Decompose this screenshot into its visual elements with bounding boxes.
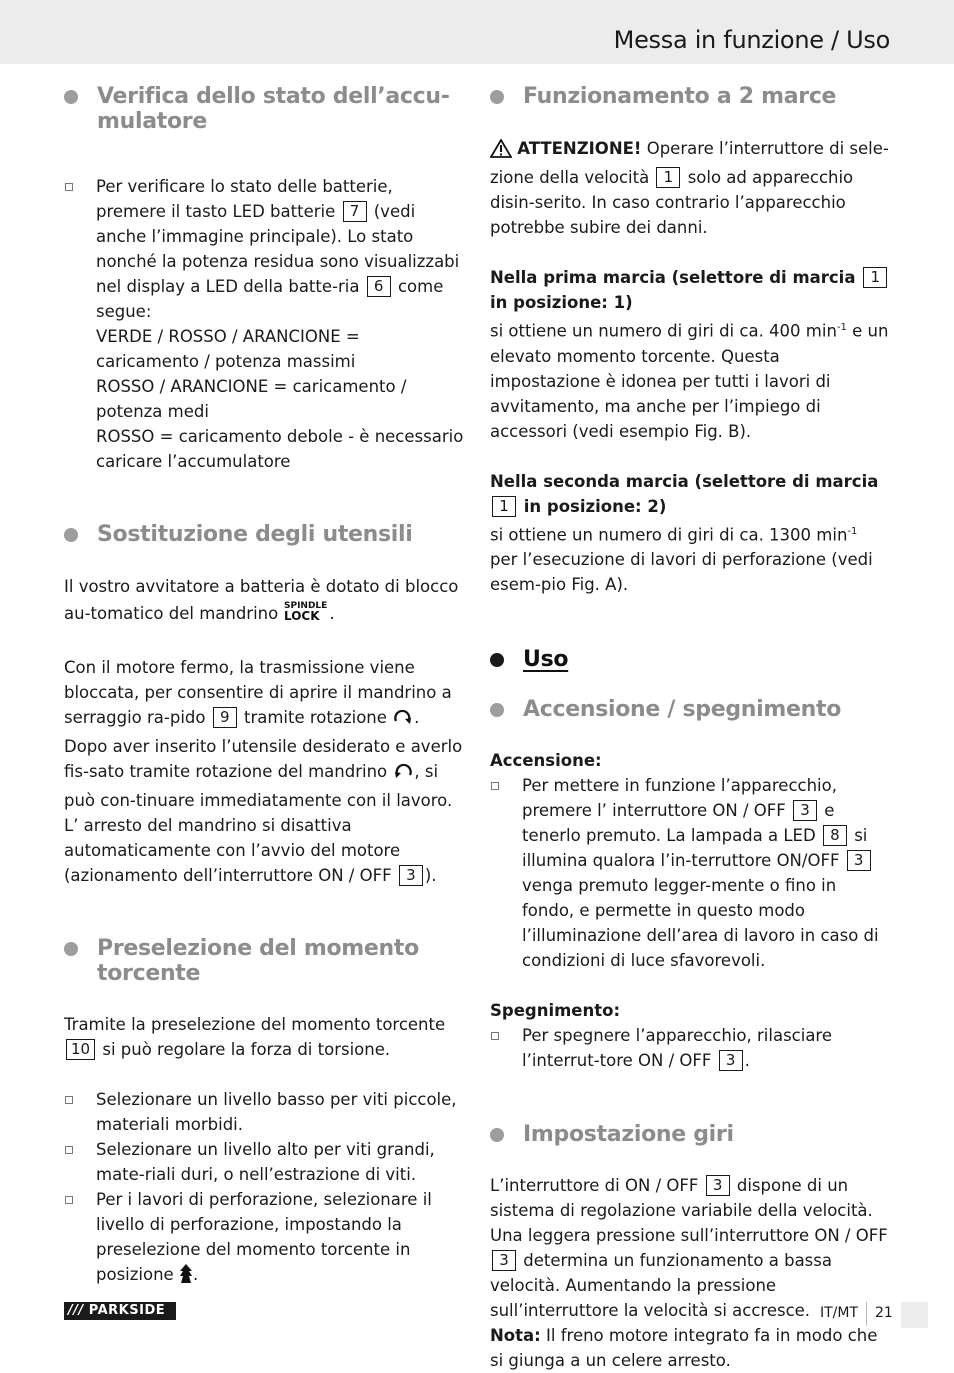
bullet-icon: [64, 942, 78, 956]
section-heading-gears: [490, 84, 890, 109]
para-text: si può regolare la forza di torsione.: [102, 1040, 391, 1059]
bullet-icon: [490, 90, 504, 104]
section-title: Verifica dello stato dell’accu-mulatore: [97, 84, 450, 134]
ref-number: 9: [213, 707, 237, 728]
para-text: Il vostro avvitatore a batteria è dotato di blocco au-tomatico del mandrino: [64, 577, 459, 623]
bullet-icon: [490, 653, 504, 667]
subheading: Spegnimento:: [490, 1001, 621, 1020]
subheading-text: Nella prima marcia (selettore di marcia: [490, 268, 856, 287]
item-text: Selezionare un livello alto per viti grandi, mate-riali duri, o nell’estrazione di viti.: [96, 1140, 435, 1184]
section-title: Preselezione del momento torcente: [97, 936, 419, 986]
brand-logo: [64, 1302, 176, 1320]
para-text: solo ad apparecchio disin-serito. In caso contrario l’apparecchio potrebbe subire dei danni.: [490, 168, 854, 237]
page-title: Messa in funzione / Uso: [613, 26, 890, 54]
ref-number: 3: [399, 865, 423, 886]
ref-number: 1: [492, 496, 516, 517]
section-title: Accensione / spegnimento: [523, 697, 842, 722]
para-text: ).: [424, 866, 437, 885]
spindle-lock-icon: [283, 599, 329, 630]
superscript: -1: [847, 525, 858, 537]
ref-number: 3: [492, 1250, 516, 1271]
para-text: e un elevato momento torcente. Questa impostazione è idonea per tutti i lavori di avvitamento, ma anche per l’impiego di accessori (vedi esempio Fig. B).: [490, 321, 889, 441]
checkbox-bullet-icon: [65, 1196, 73, 1204]
ref-number: 8: [823, 825, 847, 846]
warning-paragraph: [490, 136, 890, 240]
para-text: si ottiene un numero di giri di ca. 400 min: [490, 321, 837, 341]
para-text: Operare l’interruttore di sele-zione della velocità: [490, 139, 889, 187]
section-heading-onoff: [490, 697, 890, 722]
note-paragraph: [490, 1323, 890, 1373]
ref-number: 3: [847, 850, 871, 871]
status-line: ROSSO = caricamento debole - è necessario caricare l’accumulatore: [96, 427, 464, 471]
item-text: Per mettere in funzione l’apparecchio, premere l’ interruttore ON / OFF: [522, 776, 837, 820]
paragraph: [490, 519, 890, 598]
ref-number: 3: [719, 1050, 743, 1071]
left-column: [64, 84, 464, 1291]
checkbox-bullet-icon: [65, 183, 73, 191]
item-text: (vedi anche l’immagine principale). Lo stato nonché la potenza residua sono visualizzabi nel display a LED della batte-ria: [96, 202, 460, 296]
para-text: dispone di un sistema di regolazione variabile della velocità. Una leggera pressione sull’interruttore ON / OFF: [490, 1176, 888, 1245]
section-heading-battery: [64, 84, 464, 134]
subheading-text: in posizione: 2): [523, 496, 667, 516]
para-text: Con il motore fermo, la trasmissione viene bloccata, per consentire di aprire il mandrino a serraggio ra-pido: [64, 658, 452, 727]
list-item: [64, 1087, 464, 1137]
section-title: Funzionamento a 2 marce: [523, 84, 837, 109]
para-text: L’interruttore di ON / OFF: [490, 1176, 699, 1195]
subheading: [490, 469, 890, 519]
bullet-icon: [64, 528, 78, 542]
section-heading-use: [490, 647, 890, 672]
bullet-icon: [490, 703, 504, 717]
checkbox-bullet-icon: [65, 1096, 73, 1104]
para-text: tramite rotazione: [243, 708, 387, 727]
subheading: Accensione:: [490, 751, 602, 770]
list-item: [64, 1137, 464, 1187]
paragraph: [64, 734, 464, 888]
item-text: si illumina qualora l’in-terruttore ON/OFF: [522, 826, 868, 870]
paragraph: Il vostro avvitatore a batteria è dotato di blocco au-tomatico del mandrino SPINDLE LOCK .: [64, 574, 464, 630]
ref-number: 1: [863, 267, 887, 288]
checkbox-bullet-icon: [491, 1032, 499, 1040]
section-title: Uso: [523, 647, 569, 672]
footer-divider: [866, 1302, 867, 1326]
para-text: determina un funzionamento a bassa velocità. Aumentando la pressione sull’interruttore la velocità si accresce.: [490, 1251, 832, 1320]
item-text: Per spegnere l’apparecchio, rilasciare l’interrut-tore ON / OFF: [522, 1026, 833, 1070]
status-line: ROSSO / ARANCIONE = caricamento / potenza medi: [96, 377, 407, 421]
spindle-lock-bottom: LOCK: [284, 609, 321, 623]
spindle-lock-top: SPINDLE: [284, 601, 328, 611]
paragraph: Con il motore fermo, la trasmissione viene bloccata, per consentire di aprire il mandrino a serraggio ra-pido 9 tramite rotazione .: [64, 655, 464, 734]
superscript: -1: [836, 322, 847, 333]
paragraph: [490, 1173, 890, 1323]
list-item: [490, 773, 890, 973]
item-text: Per verificare lo stato delle batterie, premere il tasto LED batterie: [96, 177, 393, 221]
bullet-icon: [490, 1128, 504, 1142]
para-text: per l’esecuzione di lavori di perforazione (vedi esem-pio Fig. A).: [490, 550, 873, 594]
item-text: .: [744, 1051, 750, 1070]
item-text: Per i lavori di perforazione, selezionare il livello di perforazione, impostando la preselezione del momento torcente in posizione: [96, 1190, 432, 1284]
note-label: Nota:: [490, 1326, 541, 1345]
drill-mode-icon: [179, 1264, 193, 1291]
ref-number: 1: [656, 167, 680, 188]
item-text: e tenerlo premuto. La lampada a LED: [522, 801, 835, 845]
ref-number: 10: [66, 1039, 95, 1060]
status-line: VERDE / ROSSO / ARANCIONE = caricamento / potenza massimi: [96, 327, 360, 371]
ref-number: 7: [343, 201, 367, 222]
section-title: Impostazione giri: [523, 1122, 734, 1147]
item-text: Selezionare un livello basso per viti piccole, materiali morbidi.: [96, 1090, 457, 1134]
header-bar: [0, 0, 954, 64]
paragraph: [64, 1012, 464, 1062]
list-item: Per i lavori di perforazione, selezionare il livello di perforazione, impostando la preselezione del momento torcente in posizione .: [64, 1187, 464, 1291]
warning-triangle-icon: [490, 139, 512, 165]
section-title: Sostituzione degli utensili: [97, 522, 413, 547]
section-heading-tools: [64, 522, 464, 547]
ref-number: 3: [793, 800, 817, 821]
para-text: Dopo aver inserito l’utensile desiderato e averlo fis-sato tramite rotazione del mandrino: [64, 737, 463, 781]
item-text: come segue:: [96, 277, 444, 321]
rotate-clockwise-icon: [392, 709, 414, 734]
item-text: venga premuto legger-mente o fino in fondo, e permette in questo modo l’illuminazione dell’area di lavoro in caso di condizioni di luce sfavorevoli.: [522, 876, 879, 970]
rotate-counterclockwise-icon: [392, 763, 414, 788]
ref-number: 3: [706, 1175, 730, 1196]
section-heading-torque: [64, 936, 464, 986]
para-text: Il freno motore integrato fa in modo che si giunga a un celere arresto.: [490, 1326, 878, 1370]
para-text: si ottiene un numero di giri di ca. 1300 min: [490, 525, 848, 544]
paragraph: [490, 315, 890, 444]
checkbox-bullet-icon: [65, 1146, 73, 1154]
language-code: IT/MT: [820, 1305, 859, 1321]
warning-label: ATTENZIONE!: [517, 139, 642, 158]
logo-stripes-icon: ///: [68, 1303, 84, 1318]
section-heading-speed: [490, 1122, 890, 1147]
checkbox-bullet-icon: [491, 782, 499, 790]
footer-tab: [901, 1302, 928, 1328]
brand-name: PARKSIDE: [88, 1303, 166, 1318]
para-text: , si può con-tinuare immediatamente con il lavoro. L’ arresto del mandrino si disattiva automaticamente con l’avvio del motore (azionamento dell’interruttore ON / OFF: [64, 762, 453, 885]
subheading-text: in posizione: 1): [490, 293, 633, 312]
subheading: [490, 265, 890, 315]
subheading-text: Nella seconda marcia (selettore di marcia: [490, 471, 879, 491]
page-number: 21: [875, 1305, 893, 1321]
list-item: [64, 174, 464, 474]
para-text: Tramite la preselezione del momento torcente: [64, 1015, 446, 1034]
bullet-icon: [64, 90, 78, 104]
right-column: [490, 84, 890, 1373]
ref-number: 6: [367, 276, 391, 297]
list-item: [490, 1023, 890, 1073]
